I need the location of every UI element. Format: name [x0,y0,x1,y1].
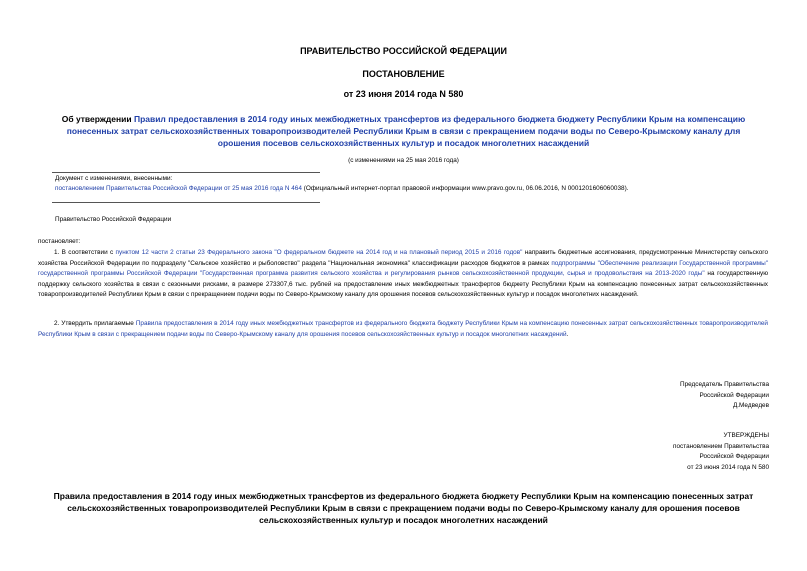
government-name: ПРАВИТЕЛЬСТВО РОССИЙСКОЙ ФЕДЕРАЦИИ [300,46,507,56]
rules-title-line-3: сельскохозяйственных культур и посадок многолетних насаждений [259,515,548,525]
rules-link[interactable]: Правила предоставления в 2014 году иных межбюджетных трансфертов из федерального бюджета бюджету Республики Крым на компенсацию понесенных затрат сельскохозяйственных товаропроизводителей Республики Крым в связи с прекращением подачи воды по Северо-Крымскому каналу для орошения посевов сельскохозяйственных культур и посадок многолетних насаждений [38,320,768,338]
changes-link[interactable]: постановлением Правительства Российской Федерации от 25 мая 2016 года N 464 [55,185,302,192]
approval-heading: УТВЕРЖДЕНЫ [723,432,769,439]
federal-law-link[interactable]: пунктом 12 части 2 статьи 23 Федерального закона "О федеральном бюджете на 2014 год и на плановый период 2015 и 2016 годов" [115,249,523,256]
approval-line-3: Российской Федерации [699,453,769,460]
rules-title [0,490,807,526]
rules-title-line-1: Правила предоставления в 2014 году иных межбюджетных трансфертов из федерального бюджета бюджету Республики Крым на компенсацию понесенных затрат [53,491,754,501]
divider-bottom [52,202,320,203]
signature-block [469,380,769,412]
title-link-line-3[interactable]: орошения посевов сельскохозяйственных культур и посадок многолетних насаждений [217,138,590,148]
document-type: ПОСТАНОВЛЕНИЕ [362,69,445,79]
title-link-line-1[interactable]: Правил предоставления в 2014 году иных межбюджетных трансфертов из федерального бюджета бюджету Республики Крым на компенсацию [133,114,746,124]
resolves-label: постановляет: [38,238,81,245]
signature-position: Председатель Правительства [680,381,769,388]
divider-top [52,172,320,173]
p1-text-a: 1. В соответствии с [54,249,116,256]
changes-intro: Документ с изменениями, внесенными: [55,175,173,182]
signature-country: Российской Федерации [699,391,769,399]
approval-block [469,431,769,473]
document-date-number: от 23 июня 2014 года N 580 [343,89,464,99]
title-prefix: Об утверждении [61,114,134,124]
approval-line-4: от 23 июня 2014 года N 580 [687,463,769,471]
paragraph-2 [38,319,768,340]
rules-title-line-2: сельскохозяйственных товаропроизводителей Республики Крым в связи с прекращением подачи воды по Северо-Крымскому каналу для орошения посевов [67,503,740,513]
changes-source: (Официальный интернет-портал правовой информации www.pravo.gov.ru, 06.06.2016, N 0001201606060038). [301,185,629,192]
signature-name: Д.Медведев [732,402,769,409]
changes-line [55,184,755,195]
subprogram-link[interactable]: подпрограммы "Обеспечение реализации Государственной программы" государственной программы Российской Федерации "Государственная программа развития сельского хозяйства и регулирования рынков сельскохозяйственной продукции, сырья и продовольствия на 2013-2020 годы" [38,259,768,277]
issuer: Правительство Российской Федерации [55,216,172,223]
p1-text-b: направить бюджетные ассигнования, предусмотренные Министерству сельского хозяйства Российской Федерации по подразделу "Сельское хозяйство и рыболовство" раздела "Национальная экономика" классификации расходов бюджетов в рамках [38,249,769,267]
p1-text-c: на государственную поддержку сельского хозяйства в связи с сезонными рисками, в размере 273307,6 тыс. рублей на предоставление иных межбюджетных трансфертов бюджету Республики Крым на компенсацию понесенных затрат сельскохозяйственных товаропроизводителей Республики Крым в связи с прекращением подачи воды по Северо-Крымскому каналу для орошения посевов сельскохозяйственных культур и посадок многолетних насаждений. [38,270,768,298]
document-title [0,113,807,149]
title-link-line-2[interactable]: понесенных затрат сельскохозяйственных товаропроизводителей Республики Крым в связи с прекращением подачи воды по Северо-Крымскому каналу для [66,126,741,136]
p2-text-a: 2. Утвердить прилагаемые [54,320,136,327]
p2-text-b: . [566,330,569,338]
approval-line-2: постановлением Правительства [673,442,769,450]
amendment-note: (с изменениями на 25 мая 2016 года) [348,157,459,164]
paragraph-1 [38,248,768,301]
